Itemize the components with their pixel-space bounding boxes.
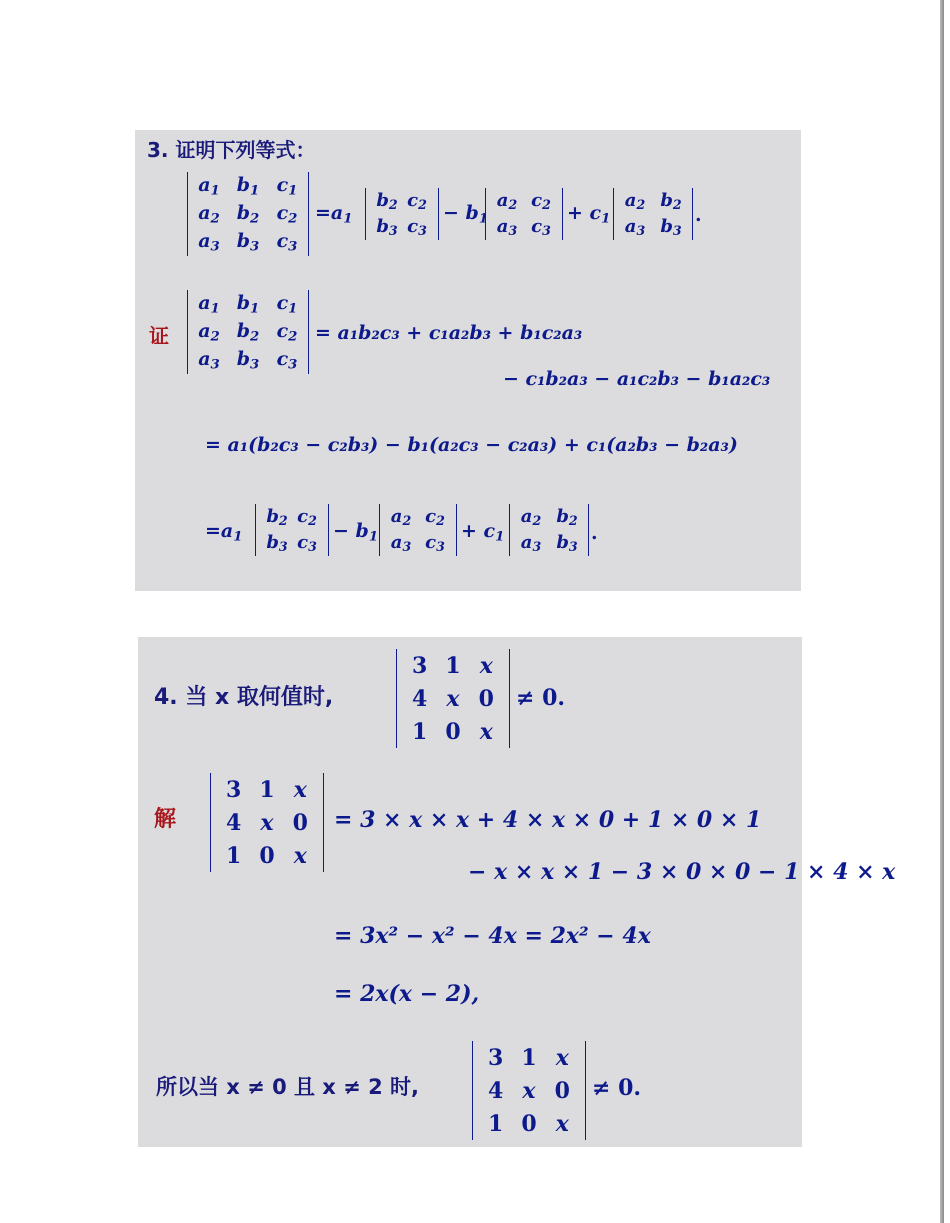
solution-label: 解: [154, 807, 177, 832]
conclusion-ne-zero: ≠ 0.: [592, 1075, 642, 1101]
solution-determinant: 3 1 x 4 x 0 1 0 x: [210, 773, 324, 872]
proof-line-1: = a₁b₂c₃ + c₁a₂b₃ + b₁c₂a₃: [315, 322, 583, 344]
problem-3-title: 3. 证明下列等式：: [147, 138, 316, 162]
proof-period: .: [591, 522, 598, 544]
problem-4-ne-zero: ≠ 0.: [516, 685, 566, 711]
conclusion-text: 所以当 x ≠ 0 且 x ≠ 2 时,: [156, 1075, 419, 1099]
proof-minor-2: $a_2$ $c_2$ $a_3$ $c_3$: [379, 504, 457, 556]
page-edge-bar: [940, 0, 944, 1223]
proof-minor-1: $b_2$ $c_2$ $b_3$ $c_3$: [255, 504, 329, 556]
statement-minor-3: $a_2$ $b_2$ $a_3$ $b_3$: [613, 188, 693, 240]
solution-line-1: = 3 × x × x + 4 × x × 0 + 1 × 0 × 1: [334, 807, 762, 833]
statement-rhs-a1: $=a_1$: [315, 202, 353, 227]
proof-determinant: $a_1$ $b_1$ $c_1$ $a_2$ $b_2$ $c_2$ $a_3$ $b_3$ $c_3$: [187, 290, 309, 374]
proof-final-a1: $=a_1$: [205, 520, 243, 545]
problem-4-title: 4. 当 x 取何值时,: [154, 685, 334, 710]
proof-line-3: = a₁(b₂c₃ − c₂b₃) − b₁(a₂c₃ − c₂a₃) + c₁(a₂b₃ − b₂a₃): [205, 434, 738, 456]
proof-label: 证: [149, 324, 169, 348]
conclusion-determinant: 3 1 x 4 x 0 1 0 x: [472, 1041, 586, 1140]
statement-rhs-c1: + $c_1$: [567, 202, 611, 227]
solution-line-2: − x × x × 1 − 3 × 0 × 0 − 1 × 4 × x: [468, 859, 896, 885]
statement-rhs-b1: − $b_1$: [443, 202, 489, 227]
problem-4-panel: [138, 637, 896, 1147]
proof-minor-3: $a_2$ $b_2$ $a_3$ $b_3$: [509, 504, 589, 556]
statement-minor-1: $b_2$ $c_2$ $b_3$ $c_3$: [365, 188, 439, 240]
proof-final-b1: − $b_1$: [333, 520, 379, 545]
proof-line-2: − c₁b₂a₃ − a₁c₂b₃ − b₁a₂c₃: [503, 368, 771, 390]
solution-line-3: = 3x² − x² − 4x = 2x² − 4x: [334, 923, 651, 949]
problem-4-determinant: 3 1 x 4 x 0 1 0 x: [396, 649, 510, 748]
statement-minor-2: $a_2$ $c_2$ $a_3$ $c_3$: [485, 188, 563, 240]
statement-lhs-determinant: $a_1$ $b_1$ $c_1$ $a_2$ $b_2$ $c_2$ $a_3$ $b_3$ $c_3$: [187, 172, 309, 256]
proof-final-c1: + $c_1$: [461, 520, 505, 545]
statement-period: .: [695, 204, 702, 226]
problem-3-panel: [135, 130, 801, 591]
solution-line-4: = 2x(x − 2),: [334, 981, 480, 1007]
